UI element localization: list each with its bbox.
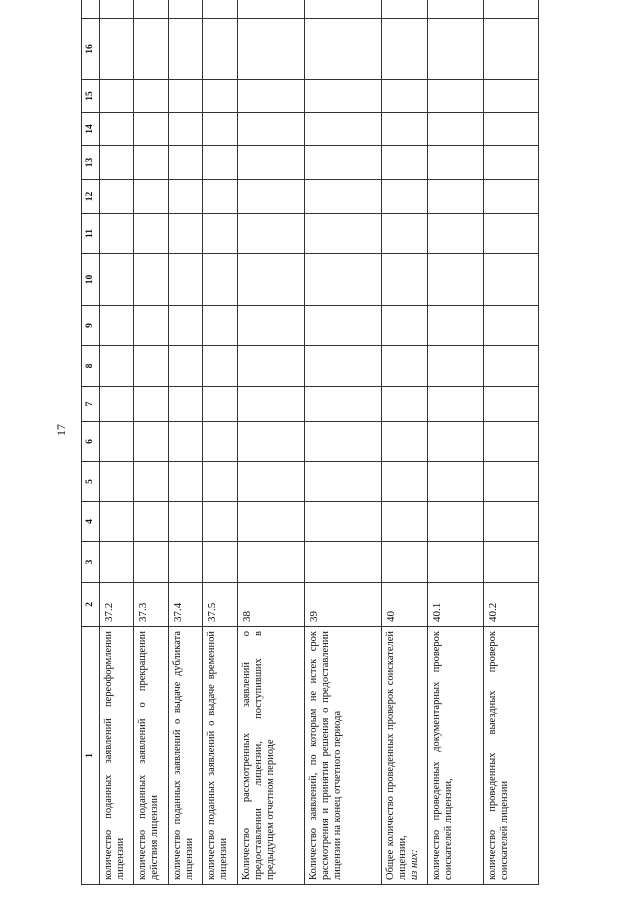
empty-value-cell xyxy=(134,113,168,146)
row-code-cell: 37.4 xyxy=(168,583,202,627)
column-header: 9 xyxy=(82,306,100,346)
page-number: 17 xyxy=(54,424,68,436)
empty-value-cell xyxy=(382,306,428,346)
empty-value-cell xyxy=(483,346,538,387)
empty-value-cell xyxy=(168,346,202,387)
indicator-name: количество поданных заявлений о выдаче дубликата лицензии xyxy=(171,631,195,880)
empty-value-cell xyxy=(134,542,168,583)
empty-value-cell xyxy=(483,146,538,180)
row-code-cell: 37.2 xyxy=(99,583,133,627)
empty-value-cell xyxy=(483,19,538,80)
empty-value-cell xyxy=(203,254,238,306)
column-header: 10 xyxy=(82,254,100,306)
empty-value-cell xyxy=(203,306,238,346)
column-header: 16 xyxy=(82,19,100,80)
empty-value-cell xyxy=(99,180,133,214)
empty-value-cell xyxy=(428,306,483,346)
table-row xyxy=(305,0,382,885)
empty-value-cell xyxy=(305,254,382,306)
empty-value-cell xyxy=(168,0,202,19)
empty-value-cell xyxy=(99,0,133,19)
table-row xyxy=(238,0,305,885)
empty-value-cell xyxy=(238,0,305,19)
empty-value-cell xyxy=(168,80,202,113)
indicator-name-cell xyxy=(238,627,305,885)
indicator-name-cell xyxy=(305,627,382,885)
empty-value-cell xyxy=(134,80,168,113)
column-header: 8 xyxy=(82,346,100,387)
empty-value-cell xyxy=(483,502,538,542)
empty-value-cell xyxy=(483,180,538,214)
indicator-name: Общее количество проведенных проверок соискателей лицензии, xyxy=(385,631,409,880)
empty-value-cell xyxy=(168,180,202,214)
column-header: 3 xyxy=(82,542,100,583)
empty-value-cell xyxy=(483,0,538,19)
empty-value-cell xyxy=(99,502,133,542)
empty-value-cell xyxy=(99,80,133,113)
empty-value-cell xyxy=(203,346,238,387)
empty-value-cell xyxy=(99,254,133,306)
empty-value-cell xyxy=(134,0,168,19)
empty-value-cell xyxy=(483,214,538,254)
empty-value-cell xyxy=(305,146,382,180)
empty-value-cell xyxy=(382,146,428,180)
empty-value-cell xyxy=(483,254,538,306)
empty-value-cell xyxy=(483,306,538,346)
indicator-name-sub: из них: xyxy=(409,849,421,880)
indicator-name: количество поданных заявлений о прекращении действия лицензии xyxy=(137,631,161,880)
row-code-cell: 40 xyxy=(382,583,428,627)
empty-value-cell xyxy=(382,19,428,80)
column-header xyxy=(82,0,100,19)
table-row xyxy=(203,0,238,885)
empty-value-cell xyxy=(238,19,305,80)
empty-value-cell xyxy=(305,214,382,254)
empty-value-cell xyxy=(238,113,305,146)
indicator-name-cell xyxy=(134,627,168,885)
empty-value-cell xyxy=(305,80,382,113)
row-code-cell: 37.5 xyxy=(203,583,238,627)
column-header: 13 xyxy=(82,146,100,180)
empty-value-cell xyxy=(428,387,483,422)
empty-value-cell xyxy=(134,502,168,542)
empty-value-cell xyxy=(238,542,305,583)
indicator-name-cell xyxy=(99,627,133,885)
empty-value-cell xyxy=(305,113,382,146)
row-code-cell: 40.1 xyxy=(428,583,483,627)
empty-value-cell xyxy=(305,19,382,80)
empty-value-cell xyxy=(203,19,238,80)
empty-value-cell xyxy=(483,542,538,583)
column-header: 11 xyxy=(82,214,100,254)
empty-value-cell xyxy=(382,462,428,502)
empty-value-cell xyxy=(238,502,305,542)
empty-value-cell xyxy=(238,462,305,502)
empty-value-cell xyxy=(99,214,133,254)
empty-value-cell xyxy=(305,542,382,583)
report-table-sheet xyxy=(81,15,539,885)
empty-value-cell xyxy=(238,146,305,180)
empty-value-cell xyxy=(238,346,305,387)
empty-value-cell xyxy=(99,19,133,80)
empty-value-cell xyxy=(134,19,168,80)
empty-value-cell xyxy=(134,306,168,346)
empty-value-cell xyxy=(203,146,238,180)
empty-value-cell xyxy=(238,422,305,462)
empty-value-cell xyxy=(168,146,202,180)
row-code-cell: 37.3 xyxy=(134,583,168,627)
empty-value-cell xyxy=(305,462,382,502)
empty-value-cell xyxy=(305,0,382,19)
empty-value-cell xyxy=(168,387,202,422)
table-row xyxy=(382,0,428,885)
empty-value-cell xyxy=(428,462,483,502)
empty-value-cell xyxy=(428,113,483,146)
row-code-cell: 39 xyxy=(305,583,382,627)
empty-value-cell xyxy=(428,254,483,306)
column-header: 7 xyxy=(82,387,100,422)
empty-value-cell xyxy=(483,387,538,422)
empty-value-cell xyxy=(382,542,428,583)
empty-value-cell xyxy=(99,346,133,387)
column-header: 1 xyxy=(82,627,100,885)
table-row xyxy=(134,0,168,885)
table-row xyxy=(168,0,202,885)
empty-value-cell xyxy=(428,422,483,462)
empty-value-cell xyxy=(168,462,202,502)
empty-value-cell xyxy=(168,306,202,346)
empty-value-cell xyxy=(382,214,428,254)
indicator-name-cell xyxy=(382,627,428,885)
empty-value-cell xyxy=(99,387,133,422)
empty-value-cell xyxy=(99,146,133,180)
indicator-name: Количество заявлений, по которым не истек срок рассмотрения и принятия решения о предоставлении лицензии на конец отчетного периода xyxy=(308,631,344,880)
indicator-name: количество проведенных выездных проверок соискателей лицензии xyxy=(486,631,510,880)
empty-value-cell xyxy=(382,254,428,306)
empty-value-cell xyxy=(483,80,538,113)
empty-value-cell xyxy=(382,502,428,542)
empty-value-cell xyxy=(134,214,168,254)
empty-value-cell xyxy=(382,180,428,214)
empty-value-cell xyxy=(203,462,238,502)
empty-value-cell xyxy=(305,422,382,462)
column-header: 4 xyxy=(82,502,100,542)
empty-value-cell xyxy=(238,254,305,306)
empty-value-cell xyxy=(428,0,483,19)
indicator-name-cell xyxy=(428,627,483,885)
empty-value-cell xyxy=(428,19,483,80)
empty-value-cell xyxy=(428,346,483,387)
column-header: 2 xyxy=(82,583,100,627)
empty-value-cell xyxy=(483,113,538,146)
empty-value-cell xyxy=(168,214,202,254)
empty-value-cell xyxy=(168,19,202,80)
indicator-name: Количество рассмотренных заявлений о предоставлении лицензии, поступивших в предыдущем отчетном периоде xyxy=(241,631,277,880)
empty-value-cell xyxy=(203,113,238,146)
empty-value-cell xyxy=(305,346,382,387)
column-header: 15 xyxy=(82,80,100,113)
empty-value-cell xyxy=(134,146,168,180)
empty-value-cell xyxy=(382,422,428,462)
empty-value-cell xyxy=(134,180,168,214)
empty-value-cell xyxy=(428,214,483,254)
row-code-cell: 40.2 xyxy=(483,583,538,627)
empty-value-cell xyxy=(168,502,202,542)
column-header: 5 xyxy=(82,462,100,502)
table-row xyxy=(483,0,538,885)
report-table xyxy=(81,0,539,885)
empty-value-cell xyxy=(203,502,238,542)
empty-value-cell xyxy=(134,422,168,462)
empty-value-cell xyxy=(238,306,305,346)
empty-value-cell xyxy=(305,387,382,422)
indicator-name-cell xyxy=(203,627,238,885)
indicator-name: количество поданных заявлений о выдаче временной лицензии xyxy=(206,631,229,880)
empty-value-cell xyxy=(382,113,428,146)
empty-value-cell xyxy=(203,387,238,422)
empty-value-cell xyxy=(305,180,382,214)
empty-value-cell xyxy=(168,542,202,583)
column-number-row xyxy=(82,0,100,885)
empty-value-cell xyxy=(168,254,202,306)
row-code-cell: 38 xyxy=(238,583,305,627)
empty-value-cell xyxy=(203,422,238,462)
empty-value-cell xyxy=(168,113,202,146)
empty-value-cell xyxy=(203,80,238,113)
table-row xyxy=(99,0,133,885)
empty-value-cell xyxy=(428,542,483,583)
empty-value-cell xyxy=(238,80,305,113)
empty-value-cell xyxy=(483,462,538,502)
empty-value-cell xyxy=(203,214,238,254)
empty-value-cell xyxy=(382,346,428,387)
empty-value-cell xyxy=(99,113,133,146)
empty-value-cell xyxy=(99,306,133,346)
empty-value-cell xyxy=(203,542,238,583)
empty-value-cell xyxy=(382,0,428,19)
empty-value-cell xyxy=(168,422,202,462)
table-row xyxy=(428,0,483,885)
indicator-name-cell xyxy=(483,627,538,885)
empty-value-cell xyxy=(428,146,483,180)
empty-value-cell xyxy=(134,462,168,502)
column-header: 6 xyxy=(82,422,100,462)
empty-value-cell xyxy=(238,180,305,214)
empty-value-cell xyxy=(428,180,483,214)
empty-value-cell xyxy=(238,387,305,422)
indicator-name-cell xyxy=(168,627,202,885)
empty-value-cell xyxy=(382,80,428,113)
empty-value-cell xyxy=(134,387,168,422)
column-header: 14 xyxy=(82,113,100,146)
empty-value-cell xyxy=(483,422,538,462)
indicator-name: количество проведенных документарных проверок соискателей лицензии, xyxy=(431,631,455,880)
empty-value-cell xyxy=(99,422,133,462)
empty-value-cell xyxy=(428,502,483,542)
indicator-name: количество поданных заявлений переоформлении лицензии xyxy=(102,631,126,880)
empty-value-cell xyxy=(382,387,428,422)
empty-value-cell xyxy=(99,462,133,502)
column-header: 12 xyxy=(82,180,100,214)
empty-value-cell xyxy=(99,542,133,583)
empty-value-cell xyxy=(238,214,305,254)
empty-value-cell xyxy=(428,80,483,113)
empty-value-cell xyxy=(305,502,382,542)
empty-value-cell xyxy=(203,180,238,214)
empty-value-cell xyxy=(305,306,382,346)
empty-value-cell xyxy=(134,254,168,306)
empty-value-cell xyxy=(203,0,238,19)
empty-value-cell xyxy=(134,346,168,387)
